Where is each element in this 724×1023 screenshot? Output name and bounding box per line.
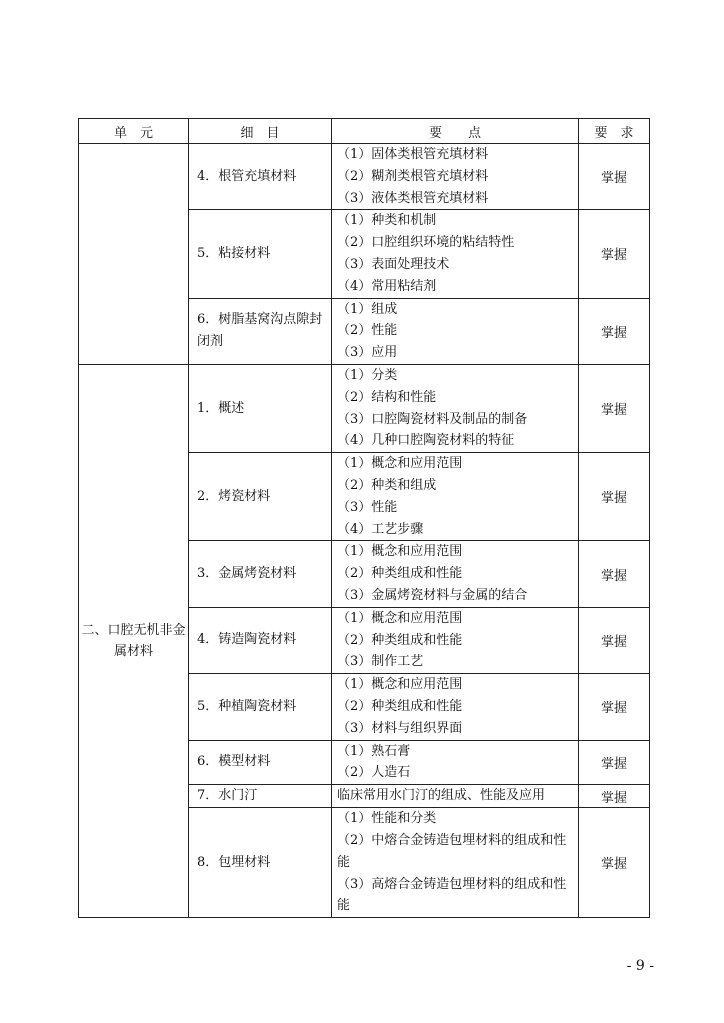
requirement-cell: 掌握 (579, 785, 650, 808)
item-cell: 6．树脂基窝沟点隙封闭剂 (189, 298, 332, 364)
points-cell (332, 210, 579, 298)
requirement-cell: 掌握 (579, 298, 650, 364)
point-line: （3）高熔合金铸造包埋材料的组成和性能 (337, 876, 567, 914)
requirement-cell: 掌握 (579, 808, 650, 918)
points-cell (332, 674, 579, 740)
item-cell: 5．粘接材料 (189, 210, 332, 298)
item-cell: 3．金属烤瓷材料 (189, 541, 332, 607)
points-cell (332, 541, 579, 607)
page-number: - 9 - (626, 958, 654, 974)
point-line: （2）种类和组成 (337, 477, 437, 493)
point-line: （1）概念和应用范围 (337, 456, 463, 472)
point-line: （4）几种口腔陶瓷材料的特征 (337, 433, 515, 449)
header-unit: 单 元 (79, 119, 189, 144)
requirement-cell: 掌握 (579, 541, 650, 607)
points-cell (332, 785, 579, 808)
item-cell: 6．模型材料 (189, 740, 332, 785)
point-line: （1）性能和分类 (337, 811, 437, 827)
point-line: （2）糊剂类根管充填材料 (337, 168, 489, 184)
requirement-cell: 掌握 (579, 674, 650, 740)
points-cell (332, 364, 579, 452)
point-line: （1）分类 (337, 367, 398, 383)
point-line: （2）人造石 (337, 765, 411, 781)
point-line: （2）种类组成和性能 (337, 698, 463, 714)
header-item: 细 目 (189, 119, 332, 144)
requirement-cell: 掌握 (579, 740, 650, 785)
point-line: （1）概念和应用范围 (337, 677, 463, 693)
point-line: （3）材料与组织界面 (337, 720, 463, 736)
item-cell: 4．铸造陶瓷材料 (189, 607, 332, 673)
points-cell (332, 607, 579, 673)
point-line: （1）概念和应用范围 (337, 544, 463, 560)
point-line: （2）口腔组织环境的粘结特性 (337, 235, 515, 251)
item-cell: 2．烤瓷材料 (189, 453, 332, 541)
point-line: （1）种类和机制 (337, 213, 437, 229)
requirement-cell: 掌握 (579, 453, 650, 541)
unit-cell: 二、口腔无机非金属材料 (79, 364, 189, 917)
points-cell (332, 298, 579, 364)
header-points: 要 点 (332, 119, 579, 144)
point-line: （2）种类组成和性能 (337, 632, 463, 648)
point-line: （4）工艺步骤 (337, 521, 424, 537)
point-line: （3）金属烤瓷材料与金属的结合 (337, 587, 528, 603)
item-cell: 1．概述 (189, 364, 332, 452)
table-row (79, 144, 650, 210)
table-header-row (79, 119, 650, 144)
point-line: （2）中熔合金铸造包埋材料的组成和性能 (337, 832, 567, 870)
point-line: （1）固体类根管充填材料 (337, 147, 489, 162)
points-cell (332, 808, 579, 918)
point-line: （3）表面处理技术 (337, 256, 450, 272)
point-line: （1）概念和应用范围 (337, 610, 463, 626)
points-cell (332, 740, 579, 785)
point-line: （2）种类组成和性能 (337, 566, 463, 582)
item-cell: 5．种植陶瓷材料 (189, 674, 332, 740)
points-cell (332, 144, 579, 210)
requirement-cell: 掌握 (579, 144, 650, 210)
point-line: （4）常用粘结剂 (337, 278, 437, 294)
point-line: （3）制作工艺 (337, 654, 424, 670)
item-cell: 4．根管充填材料 (189, 144, 332, 210)
syllabus-table (78, 118, 650, 918)
table-row (79, 364, 650, 452)
item-cell: 8．包埋材料 (189, 808, 332, 918)
header-requirement: 要 求 (579, 119, 650, 144)
point-line: （3）应用 (337, 345, 398, 361)
points-cell (332, 453, 579, 541)
requirement-cell: 掌握 (579, 210, 650, 298)
point-line: （3）口腔陶瓷材料及制品的制备 (337, 411, 528, 427)
point-line: （1）熟石膏 (337, 743, 411, 759)
unit-cell (79, 144, 189, 365)
point-line: （2）结构和性能 (337, 389, 437, 405)
point-line: （3）液体类根管充填材料 (337, 190, 489, 206)
point-line: （2）性能 (337, 323, 398, 339)
requirement-cell: 掌握 (579, 364, 650, 452)
item-cell: 7．水门汀 (189, 785, 332, 808)
requirement-cell: 掌握 (579, 607, 650, 673)
point-line: （1）组成 (337, 301, 398, 317)
point-line: 临床常用水门汀的组成、性能及应用 (337, 788, 546, 804)
point-line: （3）性能 (337, 499, 398, 515)
